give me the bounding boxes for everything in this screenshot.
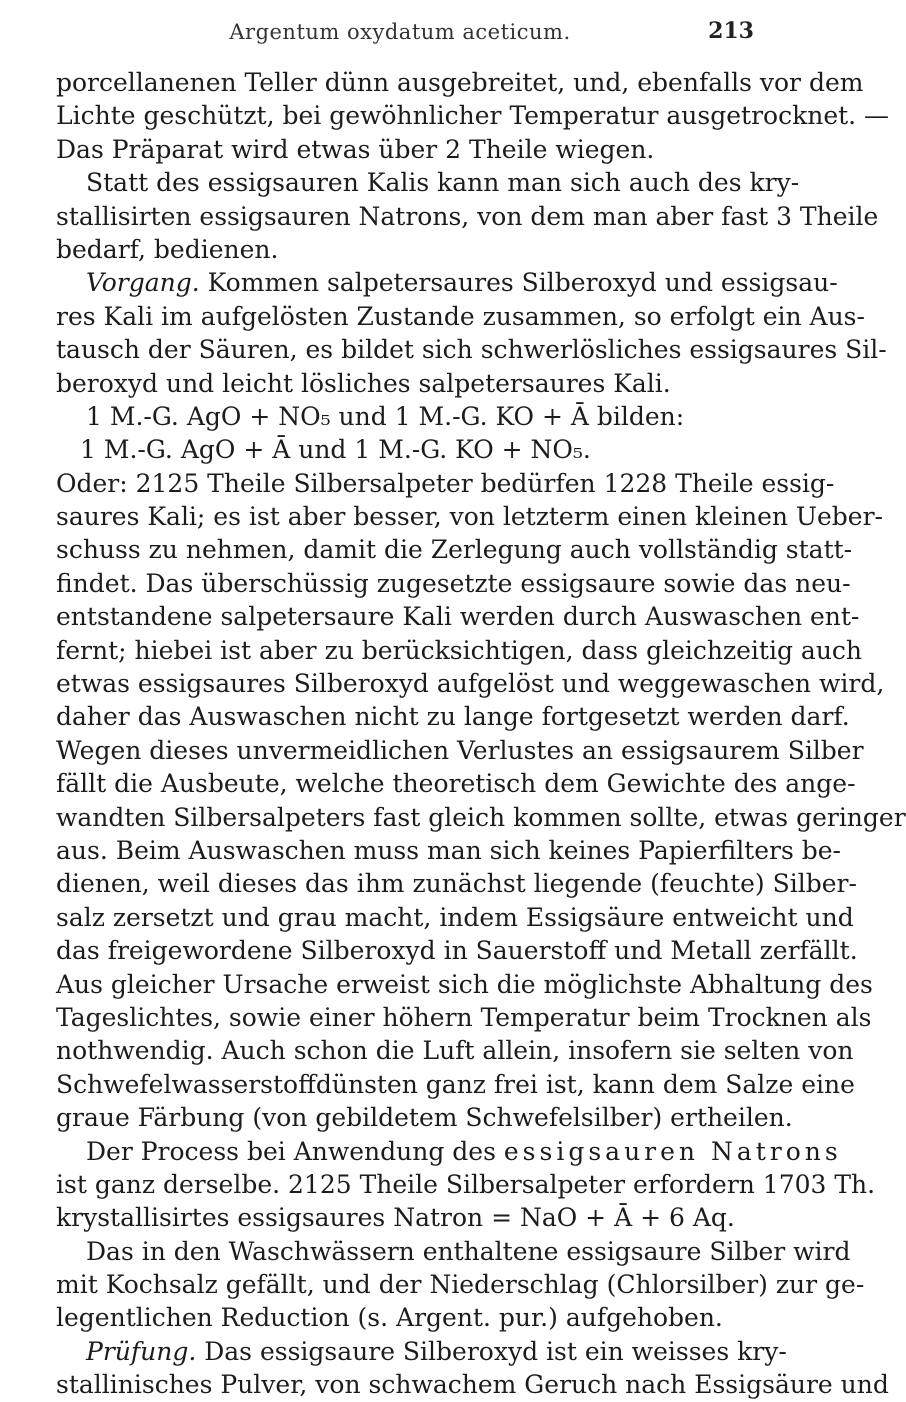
text-line [56, 567, 851, 600]
line-text: 1 M.-G. AgO + NO₅ und 1 M.-G. KO + Ā bilden: [86, 401, 685, 431]
text-line [56, 1068, 855, 1101]
text-line [56, 934, 858, 967]
text-line [56, 1001, 872, 1034]
text-line [56, 634, 863, 667]
line-text: nothwendig. Auch schon die Luft allein, insofern sie selten von [56, 1036, 854, 1066]
text-line [56, 266, 838, 299]
line-text: bedarf, bedienen. [56, 234, 279, 264]
text-line [56, 66, 864, 99]
line-text: ist ganz derselbe. 2125 Theile Silbersalpeter erfordern 1703 Th. [56, 1169, 876, 1199]
line-text: das freigewordene Silberoxyd in Sauerstoff und Metall zerfällt. [56, 936, 858, 966]
line-text: Kommen salpetersaures Silberoxyd und essigsau- [199, 268, 838, 298]
text-line [56, 1034, 854, 1067]
line-text: aus. Beim Auswaschen muss man sich keines Papierfilters be- [56, 835, 841, 865]
text-line [56, 1101, 793, 1134]
line-text: Das in den Waschwässern enthaltene essigsaure Silber wird [86, 1236, 851, 1266]
line-text: porcellanenen Teller dünn ausgebreitet, und, ebenfalls vor dem [56, 68, 864, 97]
text-line [56, 667, 885, 700]
text-line [56, 1368, 889, 1401]
page-number: 213 [708, 18, 754, 44]
text-line [56, 834, 841, 867]
text-line [56, 400, 776, 433]
line-text: stallisirten essigsauren Natrons, von dem man aber fast 3 Theile [56, 201, 879, 231]
text-line [56, 867, 857, 900]
text-line [56, 1168, 876, 1201]
text-line [56, 233, 776, 266]
text-line [56, 1235, 851, 1268]
section-heading: Prüfung. [86, 1336, 197, 1366]
line-text: Tageslichtes, sowie einer höhern Temperatur beim Trocknen als [56, 1002, 872, 1032]
line-text: saures Kali; es ist aber besser, von letzterm einen kleinen Ueber- [56, 502, 883, 532]
page-header [0, 16, 800, 46]
text-line [56, 1268, 865, 1301]
line-text: schuss zu nehmen, damit die Zerlegung auch vollständig statt- [56, 535, 853, 565]
text-line [56, 801, 906, 834]
section-heading: Vorgang. [86, 268, 200, 298]
line-text: legentlichen Reduction (s. Argent. pur.) aufgehoben. [56, 1303, 723, 1333]
line-text: Statt des essigsauren Kalis kann man sich auch des kry- [86, 168, 800, 198]
text-line [56, 767, 856, 800]
text-line [56, 600, 860, 633]
body-text [56, 66, 906, 1402]
line-text: Lichte geschützt, bei gewöhnlicher Temperatur ausgetrocknet. — [56, 101, 890, 131]
line-text: 1 M.-G. AgO + Ā und 1 M.-G. KO + NO₅. [80, 435, 591, 465]
running-title: Argentum oxydatum aceticum. [229, 20, 571, 44]
text-line [56, 1301, 776, 1334]
text-line [56, 133, 776, 166]
text-line [56, 901, 854, 934]
text-line [56, 1335, 787, 1368]
line-text: findet. Das überschüssig zugesetzte essigsaure sowie das neu- [56, 568, 851, 598]
text-line [56, 500, 883, 533]
text-line [56, 700, 850, 733]
line-text: etwas essigsaures Silberoxyd aufgelöst und weggewaschen wird, [56, 669, 885, 699]
line-text: Oder: 2125 Theile Silbersalpeter bedürfen 1228 Theile essig- [56, 468, 835, 498]
line-text: fernt; hiebei ist aber zu berücksichtigen, dass gleichzeitig auch [56, 635, 863, 665]
text-line [56, 333, 887, 366]
line-text: Schwefelwasserstoffdünsten ganz frei ist, kann dem Salze eine [56, 1069, 855, 1099]
line-text: Das Präparat wird etwas über 2 Theile wiegen. [56, 134, 655, 164]
line-text: entstandene salpetersaure Kali werden durch Auswaschen ent- [56, 602, 860, 632]
line-text: dienen, weil dieses das ihm zunächst liegende (feuchte) Silber- [56, 869, 857, 899]
line-text: beroxyd und leicht lösliches salpetersaures Kali. [56, 368, 671, 398]
text-line [56, 367, 776, 400]
line-text: daher das Auswaschen nicht zu lange fortgesetzt werden darf. [56, 702, 850, 732]
text-line [56, 300, 865, 333]
line-text: krystallisirtes essigsaures Natron = NaO + Ā + 6 Aq. [56, 1203, 735, 1233]
line-text: tausch der Säuren, es bildet sich schwerlösliches essigsaures Sil- [56, 335, 887, 365]
line-text: Das essigsaure Silberoxyd ist ein weisses kry- [196, 1336, 787, 1366]
text-line [56, 166, 800, 199]
line-text: mit Kochsalz gefällt, und der Niederschlag (Chlorsilber) zur ge- [56, 1270, 865, 1300]
line-text: Wegen dieses unvermeidlichen Verlustes an essigsaurem Silber [56, 735, 864, 765]
text-line [56, 533, 853, 566]
line-text: salz zersetzt und grau macht, indem Essigsäure entweicht und [56, 902, 854, 932]
text-line [56, 99, 890, 132]
line-text: Aus gleicher Ursache erweist sich die möglichste Abhaltung des [56, 969, 873, 999]
line-text: wandten Silbersalpeters fast gleich kommen sollte, etwas geringer [56, 802, 906, 832]
line-text: fällt die Ausbeute, welche theoretisch dem Gewichte des ange- [56, 769, 856, 799]
text-line [56, 467, 835, 500]
text-line [56, 968, 873, 1001]
line-lead: Der Process bei Anwendung des [86, 1136, 504, 1166]
text-line [56, 433, 776, 466]
text-line [56, 1135, 842, 1168]
emphasized-term: essigsauren Natrons [503, 1136, 842, 1166]
text-line [56, 1201, 776, 1234]
line-text: res Kali im aufgelösten Zustande zusammen, so erfolgt ein Aus- [56, 301, 865, 331]
text-line [56, 734, 864, 767]
line-text: graue Färbung (von gebildetem Schwefelsilber) ertheilen. [56, 1103, 793, 1133]
text-line [56, 200, 879, 233]
line-text: stallinisches Pulver, von schwachem Geruch nach Essigsäure und [56, 1370, 889, 1400]
